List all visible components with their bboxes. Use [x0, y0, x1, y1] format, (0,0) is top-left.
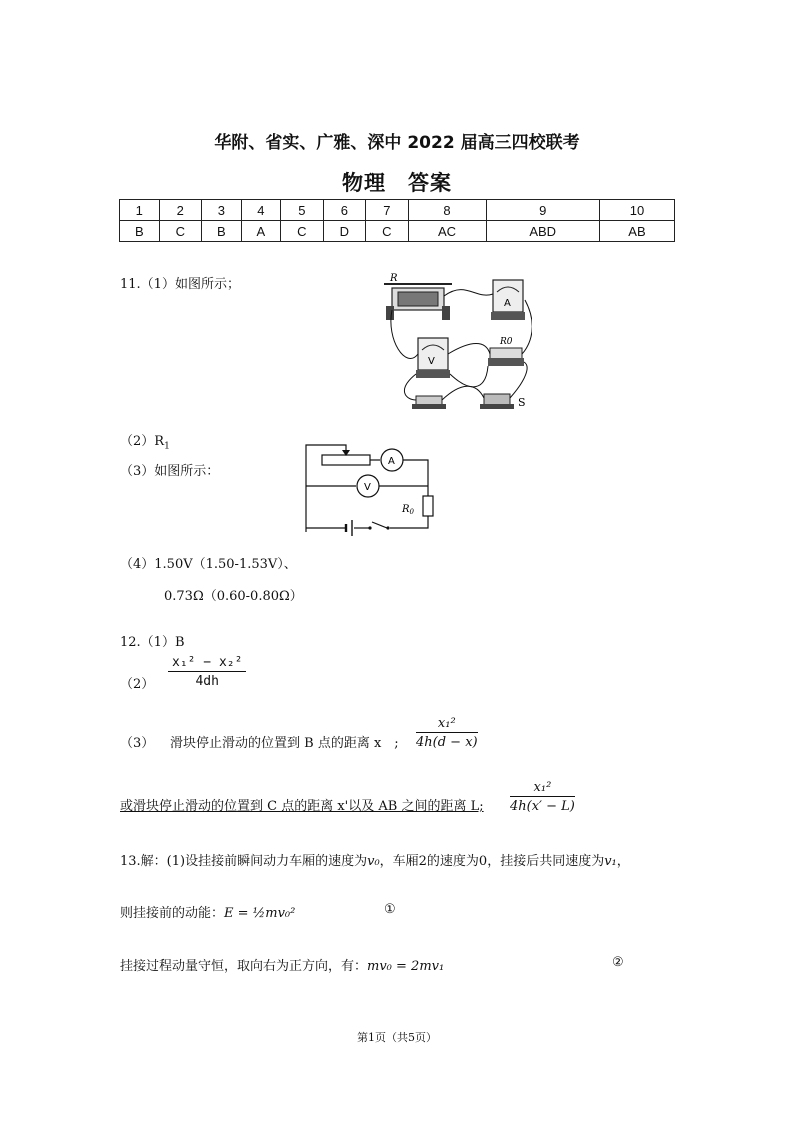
table-cell: ABD [486, 221, 599, 242]
q13-mark-2: ② [612, 955, 624, 970]
q12-part2-label: （2） [120, 677, 155, 692]
table-cell: 10 [599, 200, 674, 221]
q11-part4-line2: 0.73Ω（0.60-0.80Ω） [164, 589, 303, 604]
table-cell: 8 [408, 200, 486, 221]
answer-subtitle: 物理 答案 [342, 171, 452, 195]
table-cell: 1 [120, 200, 160, 221]
circuit-schematic [298, 440, 438, 536]
schematic-r0: $R_0$ [402, 504, 414, 516]
table-cell: 7 [366, 200, 408, 221]
q12-alt-text: 或滑块停止滑动的位置到 C 点的距离 x'以及 AB 之间的距离 L; [120, 799, 484, 814]
q13-line1: 13.解：(1)设挂接前瞬间动力车厢的速度为v₀，车厢2的速度为0，挂接后共同速度为v₁， [120, 854, 630, 869]
answer-table [119, 199, 675, 242]
q11-part3: （3）如图所示： [120, 464, 220, 479]
page-footer: 第1页（共5页） [357, 1031, 437, 1044]
schematic-v: V [364, 482, 371, 493]
q12-alt-formula: $\frac{\text{x₁²}}{4h(x' - L)}$ [510, 780, 575, 814]
label-v: V [428, 356, 435, 367]
label-a: A [504, 298, 511, 309]
answer-table-number-row [120, 200, 675, 221]
table-cell: 4 [241, 200, 281, 221]
q12-part3-label: （3） [120, 736, 155, 751]
q12-part3-text: 滑块停止滑动的位置到 B 点的距离 x ; [170, 736, 399, 751]
table-cell: AB [599, 221, 674, 242]
q13-line2: 则挂接前的动能：E = ½mv₀² [120, 906, 296, 921]
q12-part2-formula: $\frac{\text{x₁² − x₂²}}{4dh}$ [168, 655, 246, 689]
table-cell: B [120, 221, 160, 242]
table-cell: AC [408, 221, 486, 242]
table-cell: C [159, 221, 201, 242]
q12-part3-formula: $\frac{\text{x₁²}}{4h(d - x)}$ [416, 716, 478, 750]
q11-part4-line1: （4）1.50V（1.50-1.53V）、 [120, 557, 297, 572]
table-cell: D [323, 221, 365, 242]
table-cell: A [241, 221, 281, 242]
label-s: S [518, 396, 526, 409]
label-r0: R0 [500, 337, 513, 347]
table-cell: 9 [486, 200, 599, 221]
q11-part2: $(2)R_1$ [120, 434, 170, 452]
schematic-a: A [388, 456, 395, 467]
q13-line3: 挂接过程动量守恒，取向右为正方向，有：mv₀ = 2mv₁ [120, 959, 445, 974]
table-cell: 6 [323, 200, 365, 221]
label-r: R [390, 273, 398, 284]
answer-table-answer-row [120, 221, 675, 242]
table-cell: C [281, 221, 323, 242]
table-cell: 2 [159, 200, 201, 221]
table-cell: C [366, 221, 408, 242]
exam-title: 华附、省实、广雅、深中 2022 届高三四校联考 [214, 133, 580, 153]
q13-mark-1: ① [384, 902, 396, 917]
q12-part1: 12.（1）B [120, 635, 185, 650]
circuit-photo-diagram [376, 270, 532, 412]
table-cell: 5 [281, 200, 323, 221]
table-cell: B [202, 221, 242, 242]
q11-part1: 11.（1）如图所示； [120, 277, 240, 292]
table-cell: 3 [202, 200, 242, 221]
